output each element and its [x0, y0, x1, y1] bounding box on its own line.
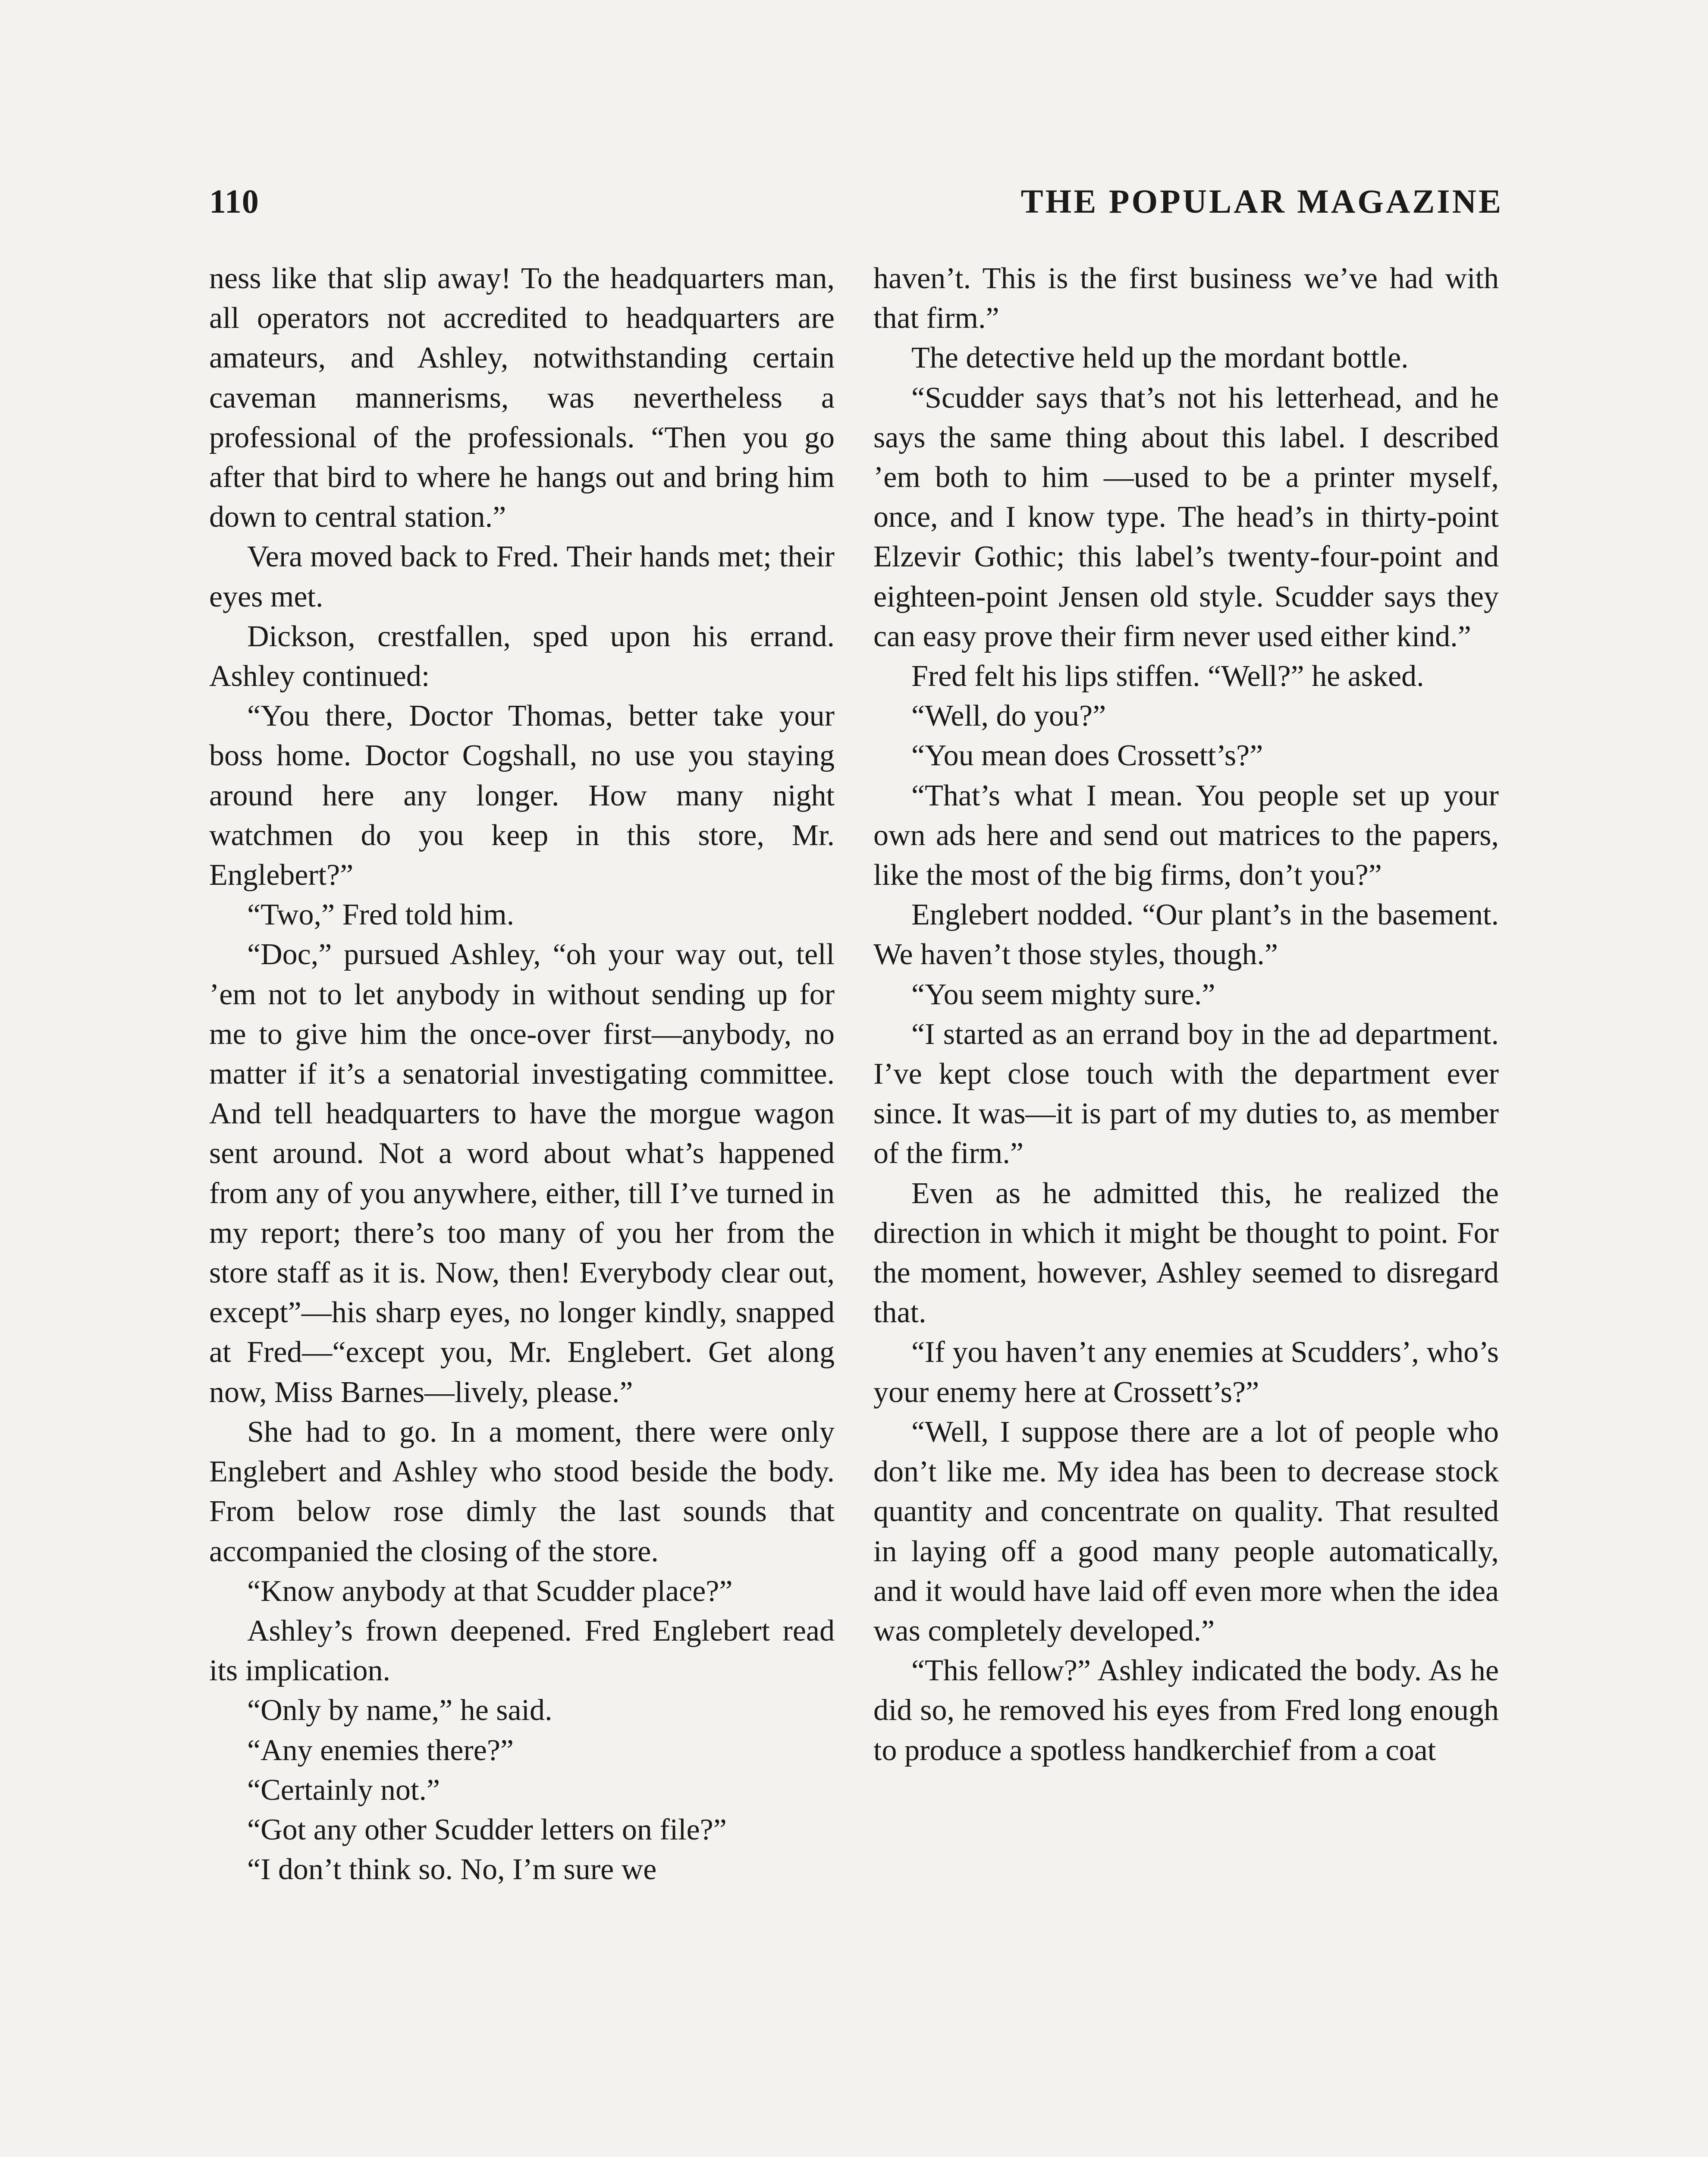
paragraph: Ashley’s frown deepened. Fred Englebert read its implication. — [209, 1614, 835, 1688]
paragraph: haven’t. This is the first business we’ve had with that firm.” — [873, 262, 1499, 335]
paragraph: “Got any other Scudder letters on file?” — [247, 1813, 727, 1846]
paragraph: The detective held up the mordant bottle. — [911, 341, 1409, 375]
paragraph: “Well, I suppose there are a lot of people who don’t like me. My idea has been to decrease stock quantity and concentrate on quality. That resulted in laying off a good many people automatically, and it would have laid off even more when the idea was completely developed.” — [873, 1415, 1499, 1648]
paragraph: Dickson, crestfallen, sped upon his errand. Ashley continued: — [209, 619, 835, 693]
paragraph: “Only by name,” he said. — [247, 1694, 553, 1727]
paragraph: She had to go. In a moment, there were only Englebert and Ashley who stood beside the body. From below rose dimly the last sounds that accompanied the closing of the store. — [209, 1415, 835, 1568]
paragraph: “If you haven’t any enemies at Scudders’, who’s your enemy here at Crossett’s?” — [873, 1336, 1499, 1409]
paragraph: “You seem mighty sure.” — [911, 978, 1215, 1011]
paragraph: “You mean does Crossett’s?” — [911, 739, 1263, 773]
paragraph: “This fellow?” Ashley indicated the body. As he did so, he removed his eyes from Fred long enough to produce a spotless handkerchief from a coat — [873, 1654, 1499, 1767]
left-column — [209, 259, 835, 1890]
magazine-title: THE POPULAR MAGAZINE — [1020, 182, 1503, 220]
paragraph: ness like that slip away! To the headquarters man, all operators not accredited to headquarters are amateurs, and Ashley, notwithstanding certain caveman mannerisms, was nevertheless a professional of the professionals. “Then you go after that bird to where he hangs out and bring him down to central station.” — [209, 262, 835, 534]
paragraph: Englebert nodded. “Our plant’s in the basement. We haven’t those styles, though.” — [873, 898, 1499, 972]
page-header — [209, 182, 1503, 230]
paragraph: “Scudder says that’s not his letterhead, and he says the same thing about this label. I described ’em both to him —used to be a printer myself, once, and I know type. The head’s in thirty-point Elzevir Gothic; this label’s twenty-four-point and eighteen-point Jensen old style. Scudder says they can easy prove their firm never used either kind.” — [873, 381, 1499, 653]
paragraph: “Well, do you?” — [911, 699, 1106, 733]
paragraph: “Two,” Fred told him. — [247, 898, 515, 932]
paragraph: “You there, Doctor Thomas, better take your boss home. Doctor Cogshall, no use you staying around here any longer. How many night watchmen do you keep in this store, Mr. Englebert?” — [209, 699, 835, 892]
right-column — [873, 259, 1499, 1770]
paragraph: “Certainly not.” — [247, 1773, 440, 1807]
paragraph: “I started as an errand boy in the ad department. I’ve kept close touch with the department ever since. It was—it is part of my duties to, as member of the firm.” — [873, 1017, 1499, 1170]
paragraph: Vera moved back to Fred. Their hands met; their eyes met. — [209, 540, 835, 613]
paragraph: Even as he admitted this, he realized the direction in which it might be thought to point. For the moment, however, Ashley seemed to disregard that. — [873, 1176, 1499, 1330]
paragraph: “Know anybody at that Scudder place?” — [247, 1574, 733, 1608]
paragraph: Fred felt his lips stiffen. “Well?” he asked. — [911, 660, 1424, 693]
paragraph: “Doc,” pursued Ashley, “oh your way out, tell ’em not to let anybody in without sending up for me to give him the once-over first—anybody, no matter if it’s a senatorial investigating committee. And tell headquarters to have the morgue wagon sent around. Not a word about what’s happened from any of you anywhere, either, till I’ve turned in my report; there’s too many of you her from the store staff as it is. Now, then! Everybody clear out, except”—his sharp eyes, no longer kindly, snapped at Fred—“except you, Mr. Englebert. Get along now, Miss Barnes—lively, please.” — [209, 938, 835, 1409]
paragraph: “Any enemies there?” — [247, 1733, 514, 1767]
paragraph: “I don’t think so. No, I’m sure we — [247, 1853, 657, 1887]
paragraph: “That’s what I mean. You people set up your own ads here and send out matrices to the papers, like the most of the big firms, don’t you?” — [873, 779, 1499, 892]
page-number: 110 — [209, 182, 259, 220]
